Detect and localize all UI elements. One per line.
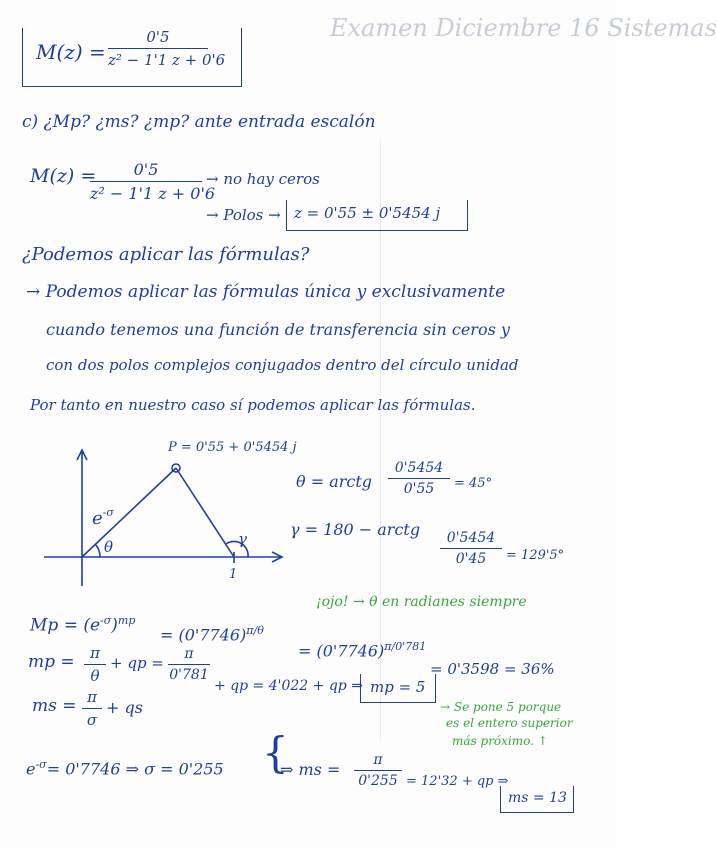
mp-eq2: = (0'7746) xyxy=(298,641,385,661)
mp-sup1: -σ xyxy=(100,614,112,627)
ms-result-lhs: ⇒ ms = xyxy=(280,760,341,779)
fraction-bar xyxy=(108,48,208,49)
paragraph-line-3: con dos polos complejos conjugados dentro del círculo unidad xyxy=(46,356,519,374)
theta-num: 0'5454 xyxy=(394,460,444,476)
mp-text: Mp = (e xyxy=(30,615,101,636)
gamma-eq-fraction xyxy=(440,530,502,567)
mp-sup2: mp xyxy=(117,614,136,627)
mp-eq-rest: + qp = 4'022 + qp ⇒ xyxy=(214,678,363,694)
sigma-eq xyxy=(26,758,224,778)
tf-numerator: 0'5 xyxy=(146,28,170,46)
fraction-bar xyxy=(84,664,106,665)
fraction-bar xyxy=(440,548,502,549)
fraction-bar xyxy=(354,770,402,771)
mp-eq-frac1 xyxy=(84,644,106,685)
pole-diagram xyxy=(36,440,292,586)
ms-eq-rest: + qs xyxy=(106,698,143,717)
one-label: 1 xyxy=(229,567,238,582)
mp-eq: = (0'7746) xyxy=(160,625,247,645)
theta-den: 0'55 xyxy=(403,481,435,497)
bleed-through-header: Examen Diciembre 16 Sistemas xyxy=(330,14,717,42)
theta-eq-fraction xyxy=(388,460,450,497)
mp-eq-plus: + qp = xyxy=(110,654,164,672)
sigma-sup: -σ xyxy=(35,758,47,771)
mp-mid: ) xyxy=(111,615,118,636)
theta-eq-lhs: θ = arctg xyxy=(296,472,373,491)
pole-point-label: P = 0'55 + 0'5454 j xyxy=(168,440,297,455)
fraction-bar xyxy=(82,708,102,709)
mp-eq-lhs: mp = xyxy=(28,652,75,672)
poles-label: → Polos → xyxy=(206,206,281,224)
line-pole-to-one xyxy=(176,468,234,557)
mp-value-2 xyxy=(298,640,426,660)
fraction-bar xyxy=(168,664,210,665)
tf2-lhs: M(z) = xyxy=(30,165,97,187)
mp-result: = 0'3598 = 36% xyxy=(430,660,555,678)
fraction-bar xyxy=(388,478,450,479)
theta-label: θ xyxy=(104,538,114,556)
mp-exp: π/θ xyxy=(246,624,264,637)
gamma-eq-lhs: γ = 180 − arctg xyxy=(290,520,421,539)
ms-den: σ xyxy=(86,711,98,729)
fraction-bar xyxy=(90,181,202,182)
tf-fraction xyxy=(108,28,226,69)
green-note-radians: ¡ojo! → θ en radianes siempre xyxy=(316,594,527,610)
green-note-ceiling-3: más próximo. ↑ xyxy=(452,734,548,748)
ms-eq-fraction xyxy=(82,688,102,729)
sigma-e: e xyxy=(26,759,36,779)
ms-result-fraction xyxy=(354,752,402,789)
mp-boxed-result: mp = 5 xyxy=(370,678,426,696)
green-note-ceiling-1: → Se pone 5 porque xyxy=(440,700,562,714)
gamma-num: 0'5454 xyxy=(446,530,496,546)
mp-eq-frac2 xyxy=(168,646,210,683)
theta-eq-result: = 45° xyxy=(454,476,493,491)
question-c: c) ¿Mp? ¿ms? ¿mp? ante entrada escalón xyxy=(22,112,376,132)
poles-value: z = 0'55 ± 0'5454 j xyxy=(294,204,441,222)
curly-brace: { xyxy=(262,728,289,777)
green-note-ceiling-2: es el entero superior xyxy=(446,716,573,730)
gamma-den: 0'45 xyxy=(455,551,487,567)
ms-eq-lhs: ms = xyxy=(32,696,77,716)
gamma-label: γ xyxy=(238,530,247,548)
ms-boxed-result: ms = 13 xyxy=(508,790,567,806)
tf-denominator: z² − 1'1 z + 0'6 xyxy=(108,51,226,69)
paragraph-line-2: cuando tenemos una función de transferencia sin ceros y xyxy=(46,320,510,339)
ms-result-num: π xyxy=(373,752,383,768)
mp-value-1 xyxy=(160,624,264,644)
sigma-rest: = 0'7746 ⇒ σ = 0'255 xyxy=(46,759,224,779)
gamma-eq-result: = 129'5° xyxy=(506,548,565,563)
paragraph-line-1: → Podemos aplicar las fórmulas única y exclusivamente xyxy=(26,282,506,302)
exp-sigma-label: $e^{-\sigma}$ xyxy=(92,506,114,529)
ms-result-den: 0'255 xyxy=(358,773,398,789)
mp-f2-num: π xyxy=(184,646,194,662)
tf-lhs: M(z) = xyxy=(36,40,106,64)
mp-formula xyxy=(30,614,135,636)
mp-f1-num: π xyxy=(90,644,100,662)
tf2-denominator: z² − 1'1 z + 0'6 xyxy=(90,184,216,203)
tf2-numerator: 0'5 xyxy=(133,160,159,179)
tf2-fraction xyxy=(90,160,216,203)
paragraph-line-4: Por tanto en nuestro caso sí podemos aplicar las fórmulas. xyxy=(30,396,476,414)
ms-result-rest: = 12'32 + qp ⇒ xyxy=(406,774,509,789)
no-zeros-note: → no hay ceros xyxy=(206,170,320,188)
mp-f1-den: θ xyxy=(90,667,100,685)
mp-f2-den: 0'781 xyxy=(169,667,209,683)
mp-exp2: π/0'781 xyxy=(384,640,427,653)
formulas-question: ¿Podemos aplicar las fórmulas? xyxy=(22,244,310,265)
theta-arc xyxy=(95,544,100,557)
ms-num: π xyxy=(87,688,97,706)
